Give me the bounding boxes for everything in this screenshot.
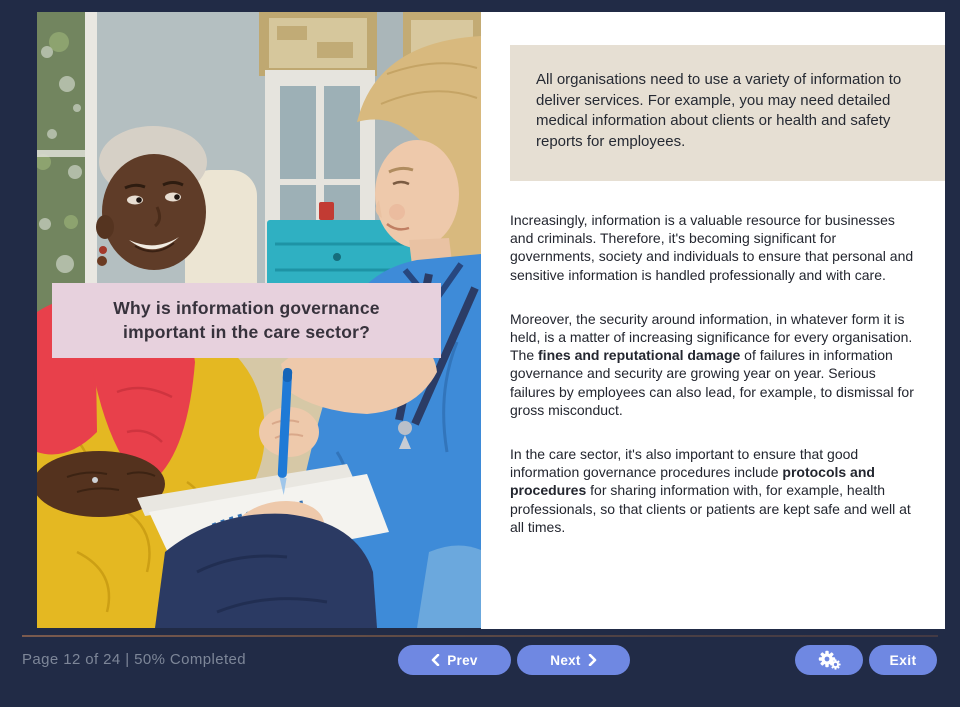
completion-label: 50% Completed (134, 651, 247, 668)
slide-question-title: Why is information governance important in the care sector? (113, 298, 380, 342)
prev-button[interactable] (398, 645, 511, 675)
chevron-left-icon (431, 654, 440, 666)
page-label: Page 12 of 24 (22, 651, 121, 668)
slide-photo (37, 12, 481, 628)
body-paragraph: In the care sector, it's also important to ensure that good information governance procedures include protocols and procedures for sharing information with, for example, health professionals, so that clients or patients are kept safe and well at all times. (510, 446, 911, 535)
content-panel (481, 12, 945, 629)
settings-button[interactable] (795, 645, 863, 675)
prev-button-label: Prev (447, 652, 478, 668)
progress-divider: | (125, 651, 130, 668)
body-paragraph: Increasingly, information is a valuable resource for businesses and criminals. Therefore, it's becoming significant for governments, society and individuals to ensure that personal and sensitive information is handled professionally and with care. (510, 212, 914, 283)
slide-question-overlay (52, 283, 441, 358)
gears-icon (817, 649, 841, 671)
next-button[interactable] (517, 645, 630, 675)
exit-button[interactable] (869, 645, 937, 675)
intro-callout-text: All organisations need to use a variety of information to deliver services. For example, you may need detailed medical information about clients or health and safety reports for employees. (536, 71, 902, 150)
chevron-right-icon (588, 654, 597, 666)
body-paragraph: Moreover, the security around information, in whatever form it is held, is a matter of increasing significance for every organisation. The fines and reputational damage of failures in information governance and security are growing year on year. Serious failures by employees can also lead, for example, to dismissal for gross misconduct. (510, 310, 914, 418)
exit-button-label: Exit (889, 652, 917, 668)
footer-divider-line (22, 635, 938, 637)
next-button-label: Next (550, 652, 581, 668)
body-copy (510, 211, 915, 536)
intro-callout (510, 45, 945, 181)
page-progress-text (22, 651, 246, 668)
